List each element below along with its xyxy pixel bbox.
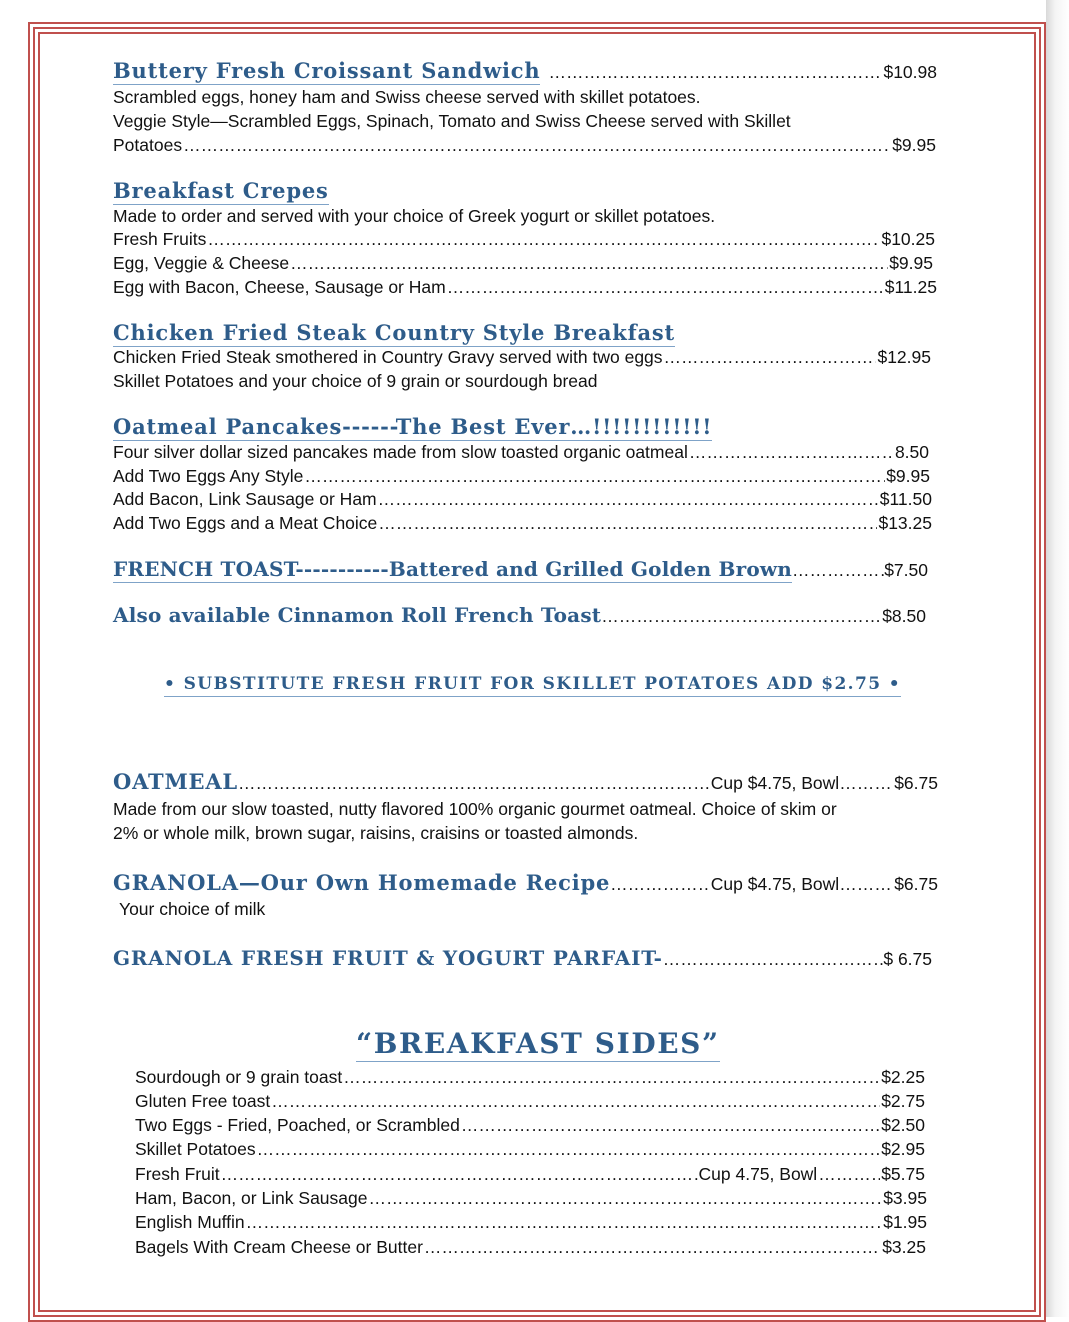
item-label: Add Bacon, Link Sausage or Ham (113, 489, 377, 509)
item-price: $2.95 (881, 1139, 925, 1159)
item-label: Gluten Free toast (135, 1091, 271, 1111)
dot-leader (343, 1066, 880, 1088)
crepes-desc: Made to order and served with your choice of Greek yogurt or skillet potatoes. (113, 206, 716, 226)
chicken-row (113, 346, 931, 368)
side-item (135, 1090, 925, 1112)
french-toast-header (113, 556, 928, 583)
croissant-veggie-row (113, 134, 936, 156)
dot-leader (664, 346, 877, 368)
croissant-veggie-price: $9.95 (892, 135, 936, 155)
dot-leader (183, 134, 891, 156)
item-label: Two Eggs - Fried, Poached, or Scrambled (135, 1115, 460, 1135)
granola-bowl-price: $6.75 (894, 874, 938, 894)
item-label: Fresh Fruits (113, 229, 207, 249)
pancakes-item (113, 488, 932, 510)
dot-leader (221, 1163, 698, 1185)
croissant-veggie-line: Veggie Style—Scrambled Eggs, Spinach, Tomato and Swiss Cheese served with Skillet (113, 111, 791, 131)
dot-leader (792, 557, 884, 583)
oatmeal-title: OATMEAL (113, 769, 238, 794)
croissant-desc: Scrambled eggs, honey ham and Swiss cheese served with skillet potatoes. (113, 87, 701, 107)
french-toast-title: FRENCH TOAST-----------Battered and Grilled Golden Brown (113, 557, 793, 581)
oatmeal-header (113, 769, 938, 796)
chicken-title: Chicken Fried Steak Country Style Breakfast (113, 320, 676, 345)
cinnamon-title: Also available Cinnamon Roll French Toast (113, 603, 602, 627)
parfait-price: $ 6.75 (883, 949, 932, 969)
side-item (135, 1187, 927, 1209)
oatmeal-desc: 2% or whole milk, brown sugar, raisins, craisins or toasted almonds. (113, 823, 639, 843)
dot-leader (246, 1211, 883, 1233)
item-price: $11.25 (884, 277, 937, 297)
item-price: $3.25 (882, 1237, 926, 1257)
french-toast-price: $7.50 (884, 560, 928, 580)
chicken-desc: Skillet Potatoes and your choice of 9 grain or sourdough bread (113, 371, 598, 391)
item-price: $10.25 (881, 229, 935, 249)
item-price: $5.75 (881, 1164, 925, 1184)
dot-leader (839, 770, 894, 796)
item-label: Egg with Bacon, Cheese, Sausage or Ham (113, 277, 446, 297)
side-item (135, 1163, 925, 1185)
dot-leader (378, 488, 879, 510)
item-label: Chicken Fried Steak smothered in Country Gravy served with two eggs (113, 347, 663, 367)
oatmeal-pricing: Cup $4.75, Bowl (710, 773, 840, 793)
oatmeal-bowl-price: $6.75 (894, 773, 938, 793)
item-price: $11.50 (879, 489, 932, 509)
item-label: Bagels With Cream Cheese or Butter (135, 1237, 423, 1257)
side-item (135, 1114, 925, 1136)
side-item (135, 1236, 926, 1258)
substitute-note: • SUBSTITUTE FRESH FRUIT FOR SKILLET POTATOES ADD $2.75 • (164, 672, 901, 697)
sides-title: “BREAKFAST SIDES” (356, 1027, 720, 1060)
item-label: Add Two Eggs Any Style (113, 466, 304, 486)
dot-leader (548, 59, 883, 85)
cinnamon-header (113, 602, 926, 629)
dot-leader (238, 770, 711, 796)
item-price: $9.95 (886, 466, 930, 486)
item-price: $2.75 (881, 1091, 925, 1111)
item-mid: Cup 4.75, Bowl (698, 1164, 818, 1184)
crepes-item (113, 252, 933, 274)
dot-leader (839, 871, 894, 897)
crepes-item (113, 228, 935, 250)
side-item (135, 1066, 925, 1088)
dot-leader (461, 1114, 880, 1136)
item-label: Egg, Veggie & Cheese (113, 253, 290, 273)
pancakes-item (113, 441, 929, 463)
item-price: $2.50 (881, 1115, 925, 1135)
dot-leader (689, 441, 894, 463)
item-price: $2.25 (881, 1067, 925, 1087)
dot-leader (610, 871, 711, 897)
dot-leader (601, 603, 882, 629)
dot-leader (304, 465, 885, 487)
croissant-price: $10.98 (883, 62, 937, 82)
side-item (135, 1138, 925, 1160)
dot-leader (378, 512, 877, 534)
dot-leader (207, 228, 880, 250)
dot-leader (424, 1236, 881, 1258)
granola-pricing: Cup $4.75, Bowl (710, 874, 840, 894)
dot-leader (369, 1187, 883, 1209)
item-label: Skillet Potatoes (135, 1139, 256, 1159)
parfait-title: GRANOLA FRESH FRUIT & YOGURT PARFAIT- (113, 946, 663, 970)
item-label: Four silver dollar sized pancakes made from slow toasted organic oatmeal (113, 442, 688, 462)
parfait-header (113, 945, 932, 972)
croissant-veggie-label: Potatoes (113, 135, 183, 155)
granola-desc: Your choice of milk (119, 899, 266, 919)
granola-header (113, 870, 938, 897)
croissant-header (113, 58, 937, 85)
item-label: Ham, Bacon, or Link Sausage (135, 1188, 368, 1208)
croissant-title: Buttery Fresh Croissant Sandwich (113, 58, 541, 83)
cinnamon-price: $8.50 (882, 606, 926, 626)
item-price: $1.95 (883, 1212, 927, 1232)
pancakes-item (113, 465, 930, 487)
pancakes-title: Oatmeal Pancakes------The Best Ever…!!!!!!!!!!!! (113, 414, 713, 439)
pancakes-item (113, 512, 932, 534)
dot-leader (257, 1138, 881, 1160)
dot-leader (290, 252, 888, 274)
item-label: English Muffin (135, 1212, 245, 1232)
item-price: $9.95 (889, 253, 933, 273)
granola-title: GRANOLA—Our Own Homemade Recipe (113, 870, 611, 895)
item-price: $13.25 (878, 513, 932, 533)
item-label: Fresh Fruit (135, 1164, 220, 1184)
item-price: $12.95 (877, 347, 931, 367)
dot-leader (271, 1090, 880, 1112)
item-price: 8.50 (894, 442, 929, 462)
side-item (135, 1211, 927, 1233)
item-label: Add Two Eggs and a Meat Choice (113, 513, 378, 533)
item-label: Sourdough or 9 grain toast (135, 1067, 343, 1087)
dot-leader (818, 1163, 880, 1185)
crepes-title: Breakfast Crepes (113, 178, 329, 203)
crepes-item (113, 276, 937, 298)
oatmeal-desc: Made from our slow toasted, nutty flavored 100% organic gourmet oatmeal. Choice of skim or (113, 799, 837, 819)
dot-leader (663, 946, 884, 972)
item-price: $3.95 (883, 1188, 927, 1208)
dot-leader (447, 276, 884, 298)
page-edge-shadow (1046, 0, 1069, 1317)
